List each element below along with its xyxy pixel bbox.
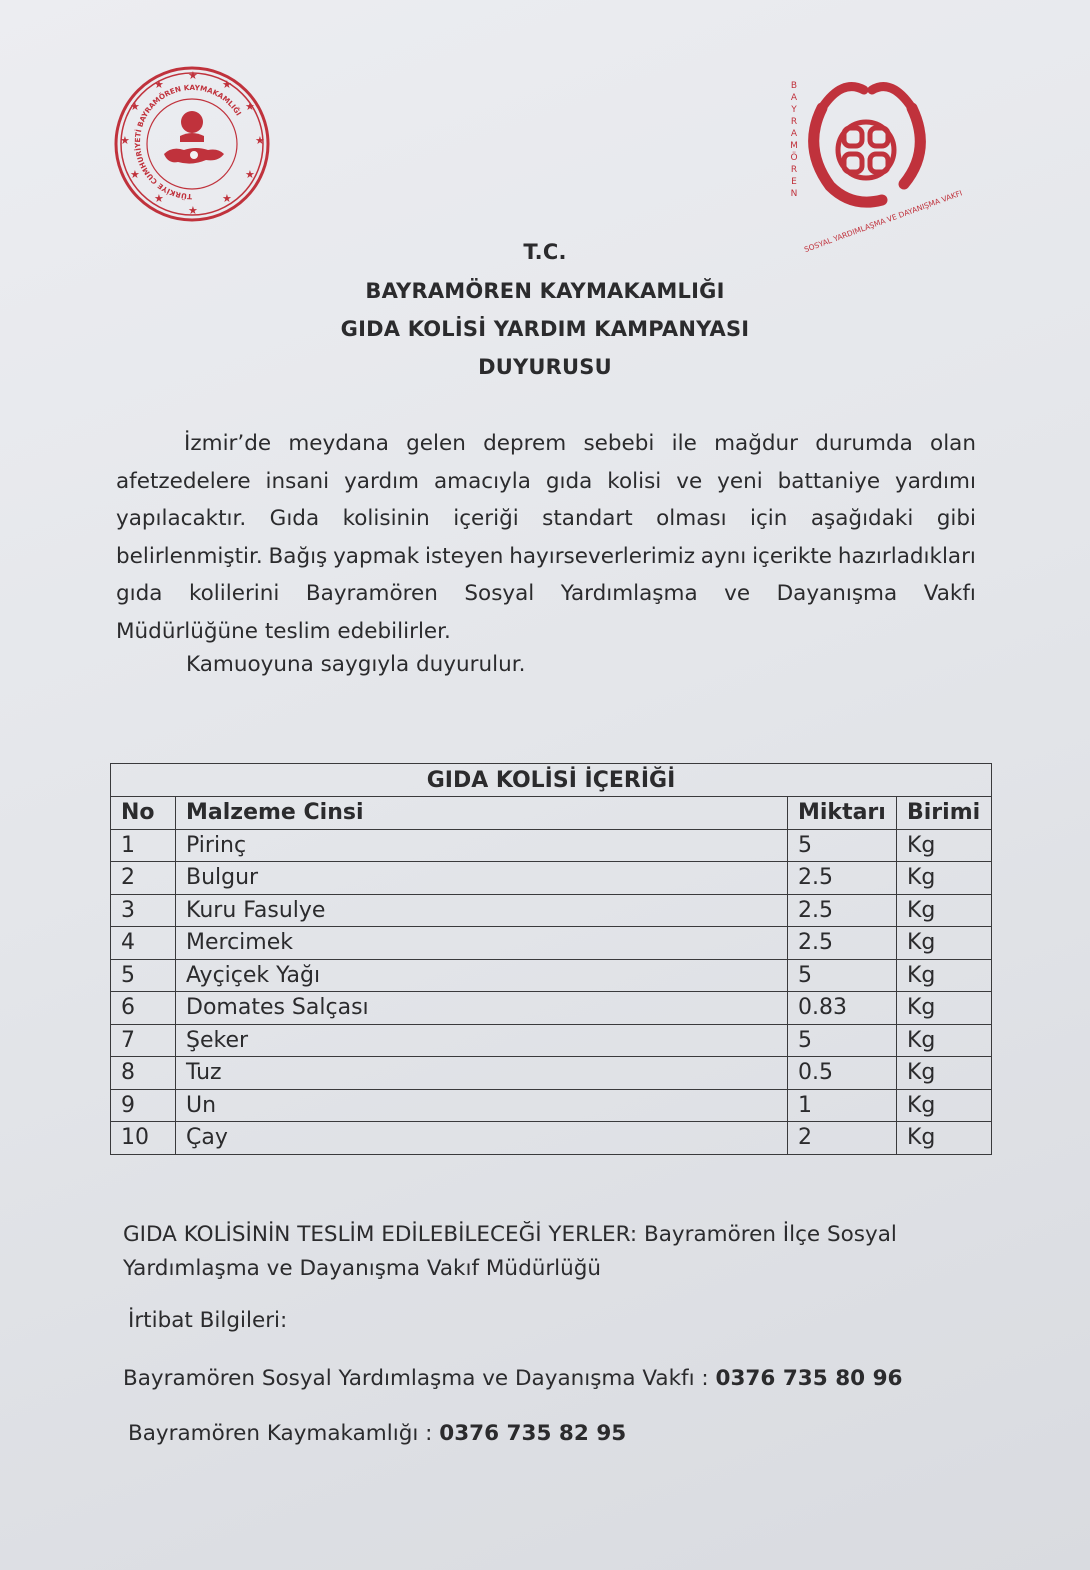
cell-item: Bulgur bbox=[176, 862, 788, 895]
cell-qty: 2.5 bbox=[788, 862, 897, 895]
foundation-logo bbox=[782, 68, 964, 255]
heading-campaign: GIDA KOLİSİ YARDIM KAMPANYASI bbox=[340, 317, 750, 341]
svg-text:R: R bbox=[790, 117, 798, 127]
cell-item: Şeker bbox=[176, 1024, 788, 1057]
contact-title: İrtibat Bilgileri: bbox=[128, 1308, 288, 1333]
cell-no: 5 bbox=[111, 959, 176, 992]
header-item: Malzeme Cinsi bbox=[176, 797, 788, 830]
district-governorship-seal bbox=[112, 62, 272, 227]
paragraph-line: belirlenmiştir. Bağış yapmak isteyen hayırseverlerimiz aynı içerikte hazırladıkları bbox=[116, 543, 976, 569]
table-row bbox=[111, 1057, 992, 1090]
table-row bbox=[111, 829, 992, 862]
table-row bbox=[111, 862, 992, 895]
cell-qty: 0.83 bbox=[788, 992, 897, 1025]
cell-item: Mercimek bbox=[176, 927, 788, 960]
cell-unit: Kg bbox=[897, 862, 992, 895]
contact-foundation bbox=[123, 1366, 903, 1391]
cell-qty: 5 bbox=[788, 959, 897, 992]
cell-qty: 0.5 bbox=[788, 1057, 897, 1090]
cell-no: 1 bbox=[111, 829, 176, 862]
cell-qty: 2.5 bbox=[788, 894, 897, 927]
cell-unit: Kg bbox=[897, 1057, 992, 1090]
cell-qty: 2 bbox=[788, 1122, 897, 1155]
heading-announcement: DUYURUSU bbox=[478, 355, 612, 379]
svg-text:★: ★ bbox=[245, 100, 255, 113]
table-row bbox=[111, 927, 992, 960]
cell-item: Ayçiçek Yağı bbox=[176, 959, 788, 992]
svg-text:Y: Y bbox=[791, 105, 797, 115]
svg-text:★: ★ bbox=[222, 78, 232, 91]
cell-no: 2 bbox=[111, 862, 176, 895]
contact-office-label: Bayramören Kaymakamlığı : bbox=[128, 1421, 440, 1446]
table-title: GIDA KOLİSİ İÇERİĞİ bbox=[111, 764, 992, 797]
svg-text:★: ★ bbox=[188, 204, 198, 217]
cell-item: Pirinç bbox=[176, 829, 788, 862]
foundation-logo-text: SOSYAL YARDIMLAŞMA VE DAYANIŞMA VAKFI bbox=[802, 188, 964, 255]
svg-text:★: ★ bbox=[188, 69, 198, 82]
svg-text:Ö: Ö bbox=[790, 153, 798, 163]
svg-text:★: ★ bbox=[130, 168, 140, 181]
cell-item: Un bbox=[176, 1089, 788, 1122]
cell-item: Kuru Fasulye bbox=[176, 894, 788, 927]
header-unit: Birimi bbox=[897, 797, 992, 830]
svg-text:★: ★ bbox=[154, 78, 164, 91]
cell-unit: Kg bbox=[897, 1024, 992, 1057]
paragraph-line: gıda kolilerini Bayramören Sosyal Yardımlaşma ve Dayanışma Vakfı bbox=[116, 581, 976, 606]
cell-unit: Kg bbox=[897, 1089, 992, 1122]
cell-no: 10 bbox=[111, 1122, 176, 1155]
svg-text:★: ★ bbox=[130, 100, 140, 113]
heading-governorship: BAYRAMÖREN KAYMAKAMLIĞI bbox=[365, 279, 725, 303]
cell-unit: Kg bbox=[897, 959, 992, 992]
table-row bbox=[111, 992, 992, 1025]
svg-text:★: ★ bbox=[120, 134, 130, 147]
svg-text:★: ★ bbox=[154, 192, 164, 205]
cell-unit: Kg bbox=[897, 829, 992, 862]
paragraph-line: yapılacaktır. Gıda kolisinin içeriği standart olması için aşağıdaki gibi bbox=[116, 506, 976, 531]
cell-no: 3 bbox=[111, 894, 176, 927]
header-qty: Miktarı bbox=[788, 797, 897, 830]
svg-text:N: N bbox=[790, 189, 798, 199]
cell-unit: Kg bbox=[897, 927, 992, 960]
cell-qty: 2.5 bbox=[788, 927, 897, 960]
cell-unit: Kg bbox=[897, 1122, 992, 1155]
paragraph-line: afetzedelere insani yardım amacıyla gıda kolisi ve yeni battaniye yardımı bbox=[116, 468, 976, 494]
table-row bbox=[111, 894, 992, 927]
svg-text:A: A bbox=[790, 93, 798, 103]
contact-office-phone: 0376 735 82 95 bbox=[439, 1421, 627, 1446]
cell-no: 6 bbox=[111, 992, 176, 1025]
svg-text:B: B bbox=[790, 81, 798, 91]
cell-unit: Kg bbox=[897, 894, 992, 927]
cell-no: 8 bbox=[111, 1057, 176, 1090]
cell-no: 7 bbox=[111, 1024, 176, 1057]
cell-item: Çay bbox=[176, 1122, 788, 1155]
table-row bbox=[111, 959, 992, 992]
cell-no: 9 bbox=[111, 1089, 176, 1122]
contact-foundation-phone: 0376 735 80 96 bbox=[715, 1366, 903, 1391]
cell-no: 4 bbox=[111, 927, 176, 960]
table-row bbox=[111, 1122, 992, 1155]
svg-text:E: E bbox=[791, 177, 797, 187]
cell-item: Domates Salçası bbox=[176, 992, 788, 1025]
header-no: No bbox=[111, 797, 176, 830]
cell-qty: 1 bbox=[788, 1089, 897, 1122]
cell-unit: Kg bbox=[897, 992, 992, 1025]
paragraph-line: Müdürlüğüne teslim edebilirler. bbox=[116, 618, 451, 644]
cell-item: Tuz bbox=[176, 1057, 788, 1090]
svg-text:R: R bbox=[790, 165, 798, 175]
svg-text:★: ★ bbox=[255, 134, 265, 147]
table-row bbox=[111, 1089, 992, 1122]
svg-text:A: A bbox=[790, 129, 798, 139]
heading-tc: T.C. bbox=[523, 240, 567, 264]
food-package-table bbox=[110, 763, 992, 1155]
closing-line: Kamuoyuna saygıyla duyurulur. bbox=[186, 652, 526, 677]
cell-qty: 5 bbox=[788, 1024, 897, 1057]
announcement-paragraph bbox=[116, 425, 976, 650]
svg-text:★: ★ bbox=[245, 168, 255, 181]
svg-text:★: ★ bbox=[222, 192, 232, 205]
seal-ring-text: TÜRKİYE CUMHURİYETİ BAYRAMÖREN KAYMAKAMLIĞI bbox=[132, 82, 244, 202]
delivery-line-1: GIDA KOLİSİNİN TESLİM EDİLEBİLECEĞİ YERLER: Bayramören İlçe Sosyal bbox=[123, 1222, 897, 1247]
delivery-line-2: Yardımlaşma ve Dayanışma Vakıf Müdürlüğü bbox=[123, 1256, 602, 1281]
svg-text:M: M bbox=[790, 141, 798, 151]
contact-office bbox=[128, 1421, 626, 1446]
delivery-location bbox=[123, 1218, 923, 1286]
contact-foundation-label: Bayramören Sosyal Yardımlaşma ve Dayanışma Vakfı : bbox=[123, 1366, 716, 1391]
cell-qty: 5 bbox=[788, 829, 897, 862]
table-row bbox=[111, 1024, 992, 1057]
paragraph-line: İzmir’de meydana gelen deprem sebebi ile mağdur durumda olan bbox=[184, 431, 976, 456]
